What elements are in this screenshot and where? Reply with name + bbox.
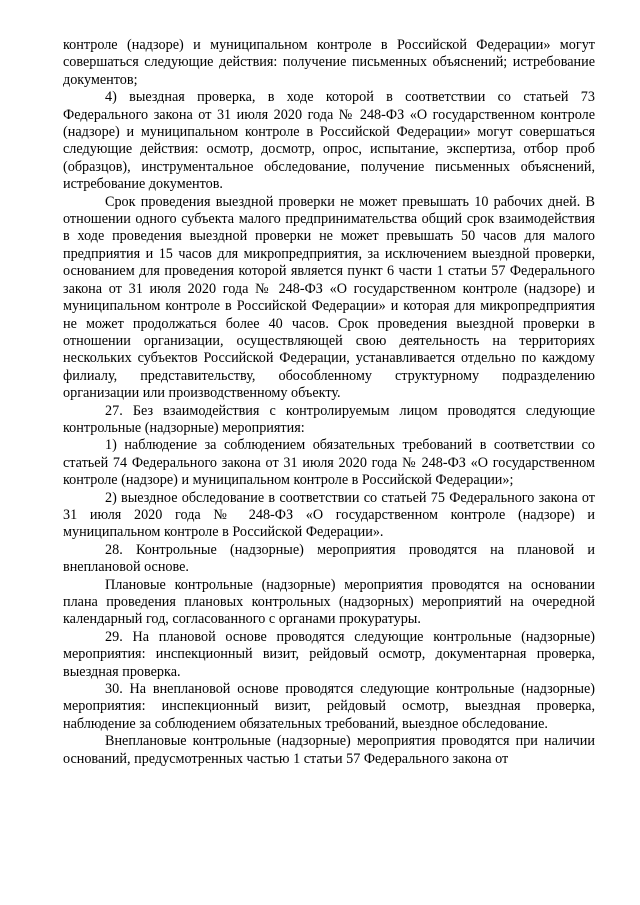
paragraph-inspection-term: Срок проведения выездной проверки не может превышать 10 рабочих дней. В отношении одного субъекта малого предпринимательства общий срок взаимодействия в ходе проведения выездной проверки не может превышать 50 часов для малого предприятия и 15 часов для микропредприятия, за исключением выездной проверки, основанием для проведения которой является пункт 6 части 1 статьи 57 Федерального закона от 31 июля 2020 года № 248-ФЗ «О государственном контроле (надзоре) и муниципальном контроле в Российской Федерации» и которая для микропредприятия не может продолжаться более 40 часов. Срок проведения выездной проверки в отношении организации, осуществляющей свою деятельность на территориях нескольких субъектов Российской Федерации, устанавливается отдельно по каждому филиалу, представительству, обособленному структурному подразделению организации или производственному объекту. [63, 193, 595, 402]
paragraph-27-item-1: 1) наблюдение за соблюдением обязательных требований в соответствии со статьей 74 Федерального закона от 31 июля 2020 года № 248-ФЗ «О государственном контроле (надзоре) и муниципальном контроле в Российской Федерации»; [63, 437, 595, 489]
paragraph-27: 27. Без взаимодействия с контролируемым лицом проводятся следующие контрольные (надзорные) мероприятия: [63, 402, 595, 436]
paragraph-28: 28. Контрольные (надзорные) мероприятия проводятся на плановой и внеплановой основе. [63, 541, 595, 576]
paragraph-29: 29. На плановой основе проводятся следующие контрольные (надзорные) мероприятия: инспекционный визит, рейдовый осмотр, документарная проверка, выездная проверка. [63, 628, 595, 680]
paragraph-item-4: 4) выездная проверка, в ходе которой в соответствии со статьей 73 Федерального закона от 31 июля 2020 года № 248-ФЗ «О государственном контроле (надзоре) и муниципальном контроле в Российской Федерации» могут совершаться следующие действия: осмотр, досмотр, опрос, испытание, экспертиза, отбор проб (образцов), инструментальное обследование, получение письменных объяснений, истребование документов. [63, 89, 595, 193]
document-page [63, 37, 595, 768]
paragraph-unplanned-measures: Внеплановые контрольные (надзорные) мероприятия проводятся при наличии оснований, предусмотренных частью 1 статьи 57 Федерального закона от [63, 733, 595, 767]
paragraph-continuation: контроле (надзоре) и муниципальном контроле в Российской Федерации» могут совершаться следующие действия: получение письменных объяснений; истребование документов; [63, 37, 595, 88]
paragraph-planned-measures: Плановые контрольные (надзорные) мероприятия проводятся на основании плана проведения плановых контрольных (надзорных) мероприятий на очередной календарный год, согласованного с органами прокуратуры. [63, 576, 595, 628]
paragraph-27-item-2: 2) выездное обследование в соответствии со статьей 75 Федерального закона от 31 июля 2020 года № 248-ФЗ «О государственном контроле (надзоре) и муниципальном контроле в Российской Федерации». [63, 489, 595, 541]
paragraph-30: 30. На внеплановой основе проводятся следующие контрольные (надзорные) мероприятия: инспекционный визит, рейдовый осмотр, выездная проверка, наблюдение за соблюдением обязательных требований, выездное обследование. [63, 681, 595, 732]
